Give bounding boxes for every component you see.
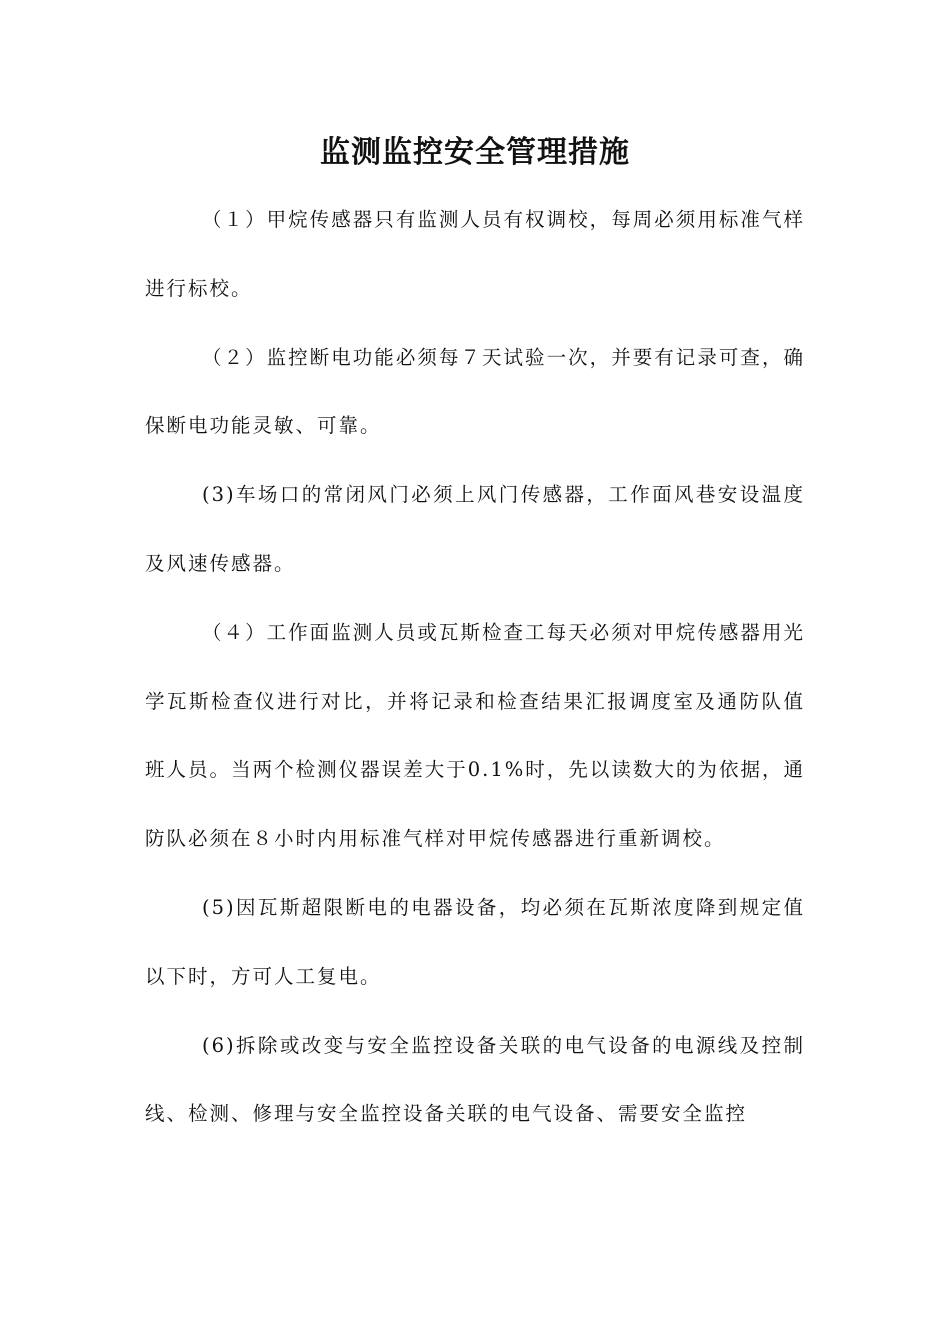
paragraph-5: (5)因瓦斯超限断电的电器设备，均必须在瓦斯浓度降到规定值以下时，方可人工复电。 [145, 895, 805, 988]
paragraph-4: （４）工作面监测人员或瓦斯检查工每天必须对甲烷传感器用光学瓦斯检查仪进行对比，并将记录和检查结果汇报调度室及通防队值班人员。当两个检测仪器误差大于0.1%时，先以读数大的为依据，通防队必须在８小时内用标准气样对甲烷传感器进行重新调校。 [145, 620, 805, 851]
paragraph-6: (6)拆除或改变与安全监控设备关联的电气设备的电源线及控制线、检测、修理与安全监控设备关联的电气设备、需要安全监控 [145, 1033, 805, 1126]
paragraph-3: (3)车场口的常闭风门必须上风门传感器，工作面风巷安设温度及风速传感器。 [145, 483, 805, 575]
document-body [145, 186, 805, 1149]
paragraph-1: （１）甲烷传感器只有监测人员有权调校，每周必须用标准气样进行标校。 [145, 208, 805, 300]
paragraph-2: （２）监控断电功能必须每７天试验一次，并要有记录可查，确保断电功能灵敏、可靠。 [145, 345, 805, 438]
document-title: 监测监控安全管理措施 [320, 135, 630, 170]
